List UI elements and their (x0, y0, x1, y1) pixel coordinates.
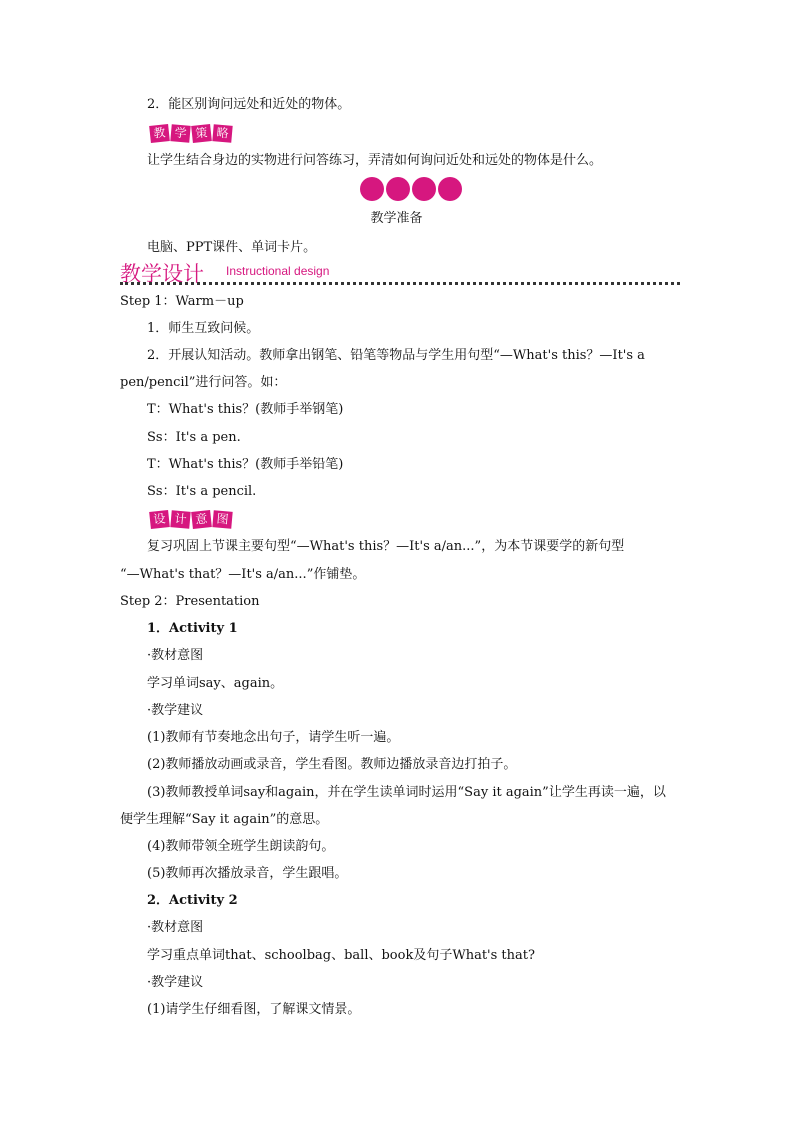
activity1-advice-item: (5)教师再次播放录音，学生跟唱。 (147, 866, 348, 881)
activity2-intent-label: ·教材意图 (147, 920, 204, 935)
intent-tag (150, 511, 234, 528)
activity2-intent-text: 学习重点单词that、schoolbag、ball、book及句子What's that? (147, 948, 535, 963)
intent-tag-char: 意 (191, 510, 212, 529)
intent-text: 复习巩固上节课主要句型“—What's this？—It's a/an...”，为本节课要学的新句型 (147, 539, 625, 554)
prep-dots-decoration (360, 177, 464, 201)
activity1-advice-item: (3)教师教授单词say和again，并在学生读单词时运用“Say it again”让学生再读一遍，以 (147, 785, 666, 800)
prep-text: 电脑、PPT课件、单词卡片。 (147, 240, 317, 255)
prep-heading: 教学准备 (370, 211, 423, 226)
strategy-tag-char: 学 (170, 124, 190, 143)
intent-tag-char: 图 (212, 510, 232, 529)
activity1-advice-item: (2)教师播放动画或录音，学生看图。教师边播放录音边打拍子。 (147, 757, 517, 772)
strategy-text: 让学生结合身边的实物进行问答练习，弄清如何询问近处和远处的物体是什么。 (147, 153, 603, 168)
step1-item: Ss：It's a pen. (147, 430, 241, 445)
dot-icon (438, 177, 462, 201)
activity2-heading: 2．Activity 2 (147, 893, 238, 908)
step1-item: 2．开展认知活动。教师拿出钢笔、铅笔等物品与学生用句型“—What's this？—It's a (147, 348, 645, 363)
activity1-advice-item: (1)教师有节奏地念出句子，请学生听一遍。 (147, 730, 400, 745)
step1-item: Ss：It's a pencil. (147, 484, 257, 499)
dot-icon (360, 177, 384, 201)
strategy-tag-char: 教 (149, 124, 170, 143)
activity1-intent-label: ·教材意图 (147, 648, 204, 663)
step2-title: Step 2：Presentation (120, 594, 260, 609)
intent-text: “—What's that？—It's a/an...”作铺垫。 (120, 567, 366, 582)
step1-item: pen/pencil”进行问答。如： (120, 375, 287, 390)
activity1-intent-text: 学习单词say、again。 (147, 676, 284, 691)
activity1-advice-item: (4)教师带领全班学生朗读韵句。 (147, 839, 335, 854)
dot-icon (386, 177, 410, 201)
section-title: 教学设计 (120, 262, 204, 286)
goal-line: 2．能区别询问远处和近处的物体。 (147, 97, 351, 112)
activity1-heading: 1．Activity 1 (147, 621, 238, 636)
strategy-tag-char: 略 (212, 124, 232, 143)
step1-title: Step 1：Warm－up (120, 294, 244, 309)
activity2-advice-item: (1)请学生仔细看图，了解课文情景。 (147, 1002, 361, 1017)
dot-icon (412, 177, 436, 201)
activity2-advice-label: ·教学建议 (147, 975, 204, 990)
step1-item: T：What's this？(教师手举钢笔) (147, 402, 344, 417)
strategy-tag (150, 125, 234, 142)
intent-tag-char: 设 (149, 510, 170, 529)
activity1-advice-item: 便学生理解“Say it again”的意思。 (120, 812, 329, 827)
step1-item: 1．师生互致问候。 (147, 321, 260, 336)
intent-tag-char: 计 (170, 510, 190, 529)
section-dotted-divider (120, 282, 680, 285)
step1-item: T：What's this？(教师手举铅笔) (147, 457, 344, 472)
section-subtitle: Instructional design (226, 264, 330, 278)
activity1-advice-label: ·教学建议 (147, 703, 204, 718)
strategy-tag-char: 策 (191, 124, 212, 143)
